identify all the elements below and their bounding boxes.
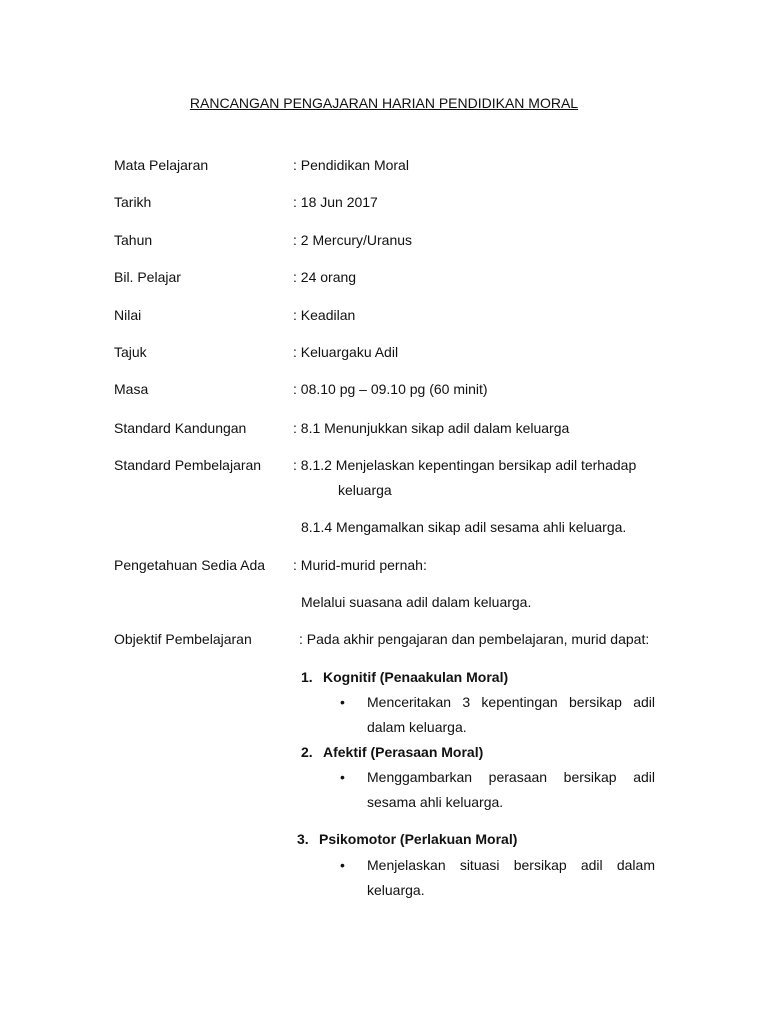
value-standard-kandungan: : 8.1 Menunjukkan sikap adil dalam keluarga — [293, 420, 570, 436]
bullet-icon: • — [340, 857, 345, 873]
label-pengetahuan-sedia-ada: Pengetahuan Sedia Ada — [114, 557, 266, 573]
value-pengetahuan-sedia-ada: : Murid-murid pernah: — [293, 557, 427, 573]
objective-3-bullet-line2: keluarga. — [367, 882, 425, 898]
value-mata-pelajaran: : Pendidikan Moral — [293, 157, 409, 173]
value-standard-pembelajaran: : 8.1.2 Menjelaskan kepentingan bersikap adil terhadap — [293, 457, 637, 473]
value-standard-pembelajaran-cont: keluarga — [338, 482, 392, 498]
objective-2-bullet-line2: sesama ahli keluarga. — [367, 794, 504, 810]
bullet-icon: • — [340, 694, 345, 710]
value-tajuk: : Keluargaku Adil — [293, 344, 399, 360]
value-tahun: : 2 Mercury/Uranus — [293, 232, 413, 248]
value-tarikh: : 18 Jun 2017 — [293, 194, 378, 210]
label-objektif-pembelajaran: Objektif Pembelajaran — [114, 631, 252, 647]
objective-1-number: 1. — [301, 669, 313, 685]
label-nilai: Nilai — [114, 307, 142, 323]
objective-2-bullet-line1: Menggambarkan perasaan bersikap adil — [367, 769, 655, 785]
label-mata-pelajaran: Mata Pelajaran — [114, 157, 209, 173]
objective-1-bullet-line1: Menceritakan 3 kepentingan bersikap adil — [367, 694, 655, 710]
objective-2-heading: Afektif (Perasaan Moral) — [323, 744, 484, 760]
label-tajuk: Tajuk — [114, 344, 147, 360]
label-tarikh: Tarikh — [114, 194, 152, 210]
label-standard-kandungan: Standard Kandungan — [114, 420, 247, 436]
objective-3-bullet-line1: Menjelaskan situasi bersikap adil dalam — [367, 857, 655, 873]
objective-3-number: 3. — [297, 831, 309, 847]
value-objektif-pembelajaran: : Pada akhir pengajaran dan pembelajaran, murid dapat: — [299, 631, 650, 647]
objective-1-bullet-line2: dalam keluarga. — [367, 719, 467, 735]
label-tahun: Tahun — [114, 232, 153, 248]
label-bil-pelajar: Bil. Pelajar — [114, 269, 181, 285]
value-standard-pembelajaran-2: 8.1.4 Mengamalkan sikap adil sesama ahli keluarga. — [301, 519, 627, 535]
label-standard-pembelajaran: Standard Pembelajaran — [114, 457, 262, 473]
value-nilai: : Keadilan — [293, 307, 356, 323]
value-bil-pelajar: : 24 orang — [293, 269, 357, 285]
bullet-icon: • — [340, 769, 345, 785]
objective-2-number: 2. — [301, 744, 313, 760]
value-pengetahuan-detail: Melalui suasana adil dalam keluarga. — [301, 594, 532, 610]
document-title: RANCANGAN PENGAJARAN HARIAN PENDIDIKAN MORAL — [189, 95, 579, 111]
objective-1-heading: Kognitif (Penaakulan Moral) — [323, 669, 509, 685]
label-masa: Masa — [114, 381, 149, 397]
value-masa: : 08.10 pg – 09.10 pg (60 minit) — [293, 381, 488, 397]
objective-3-heading: Psikomotor (Perlakuan Moral) — [319, 831, 518, 847]
